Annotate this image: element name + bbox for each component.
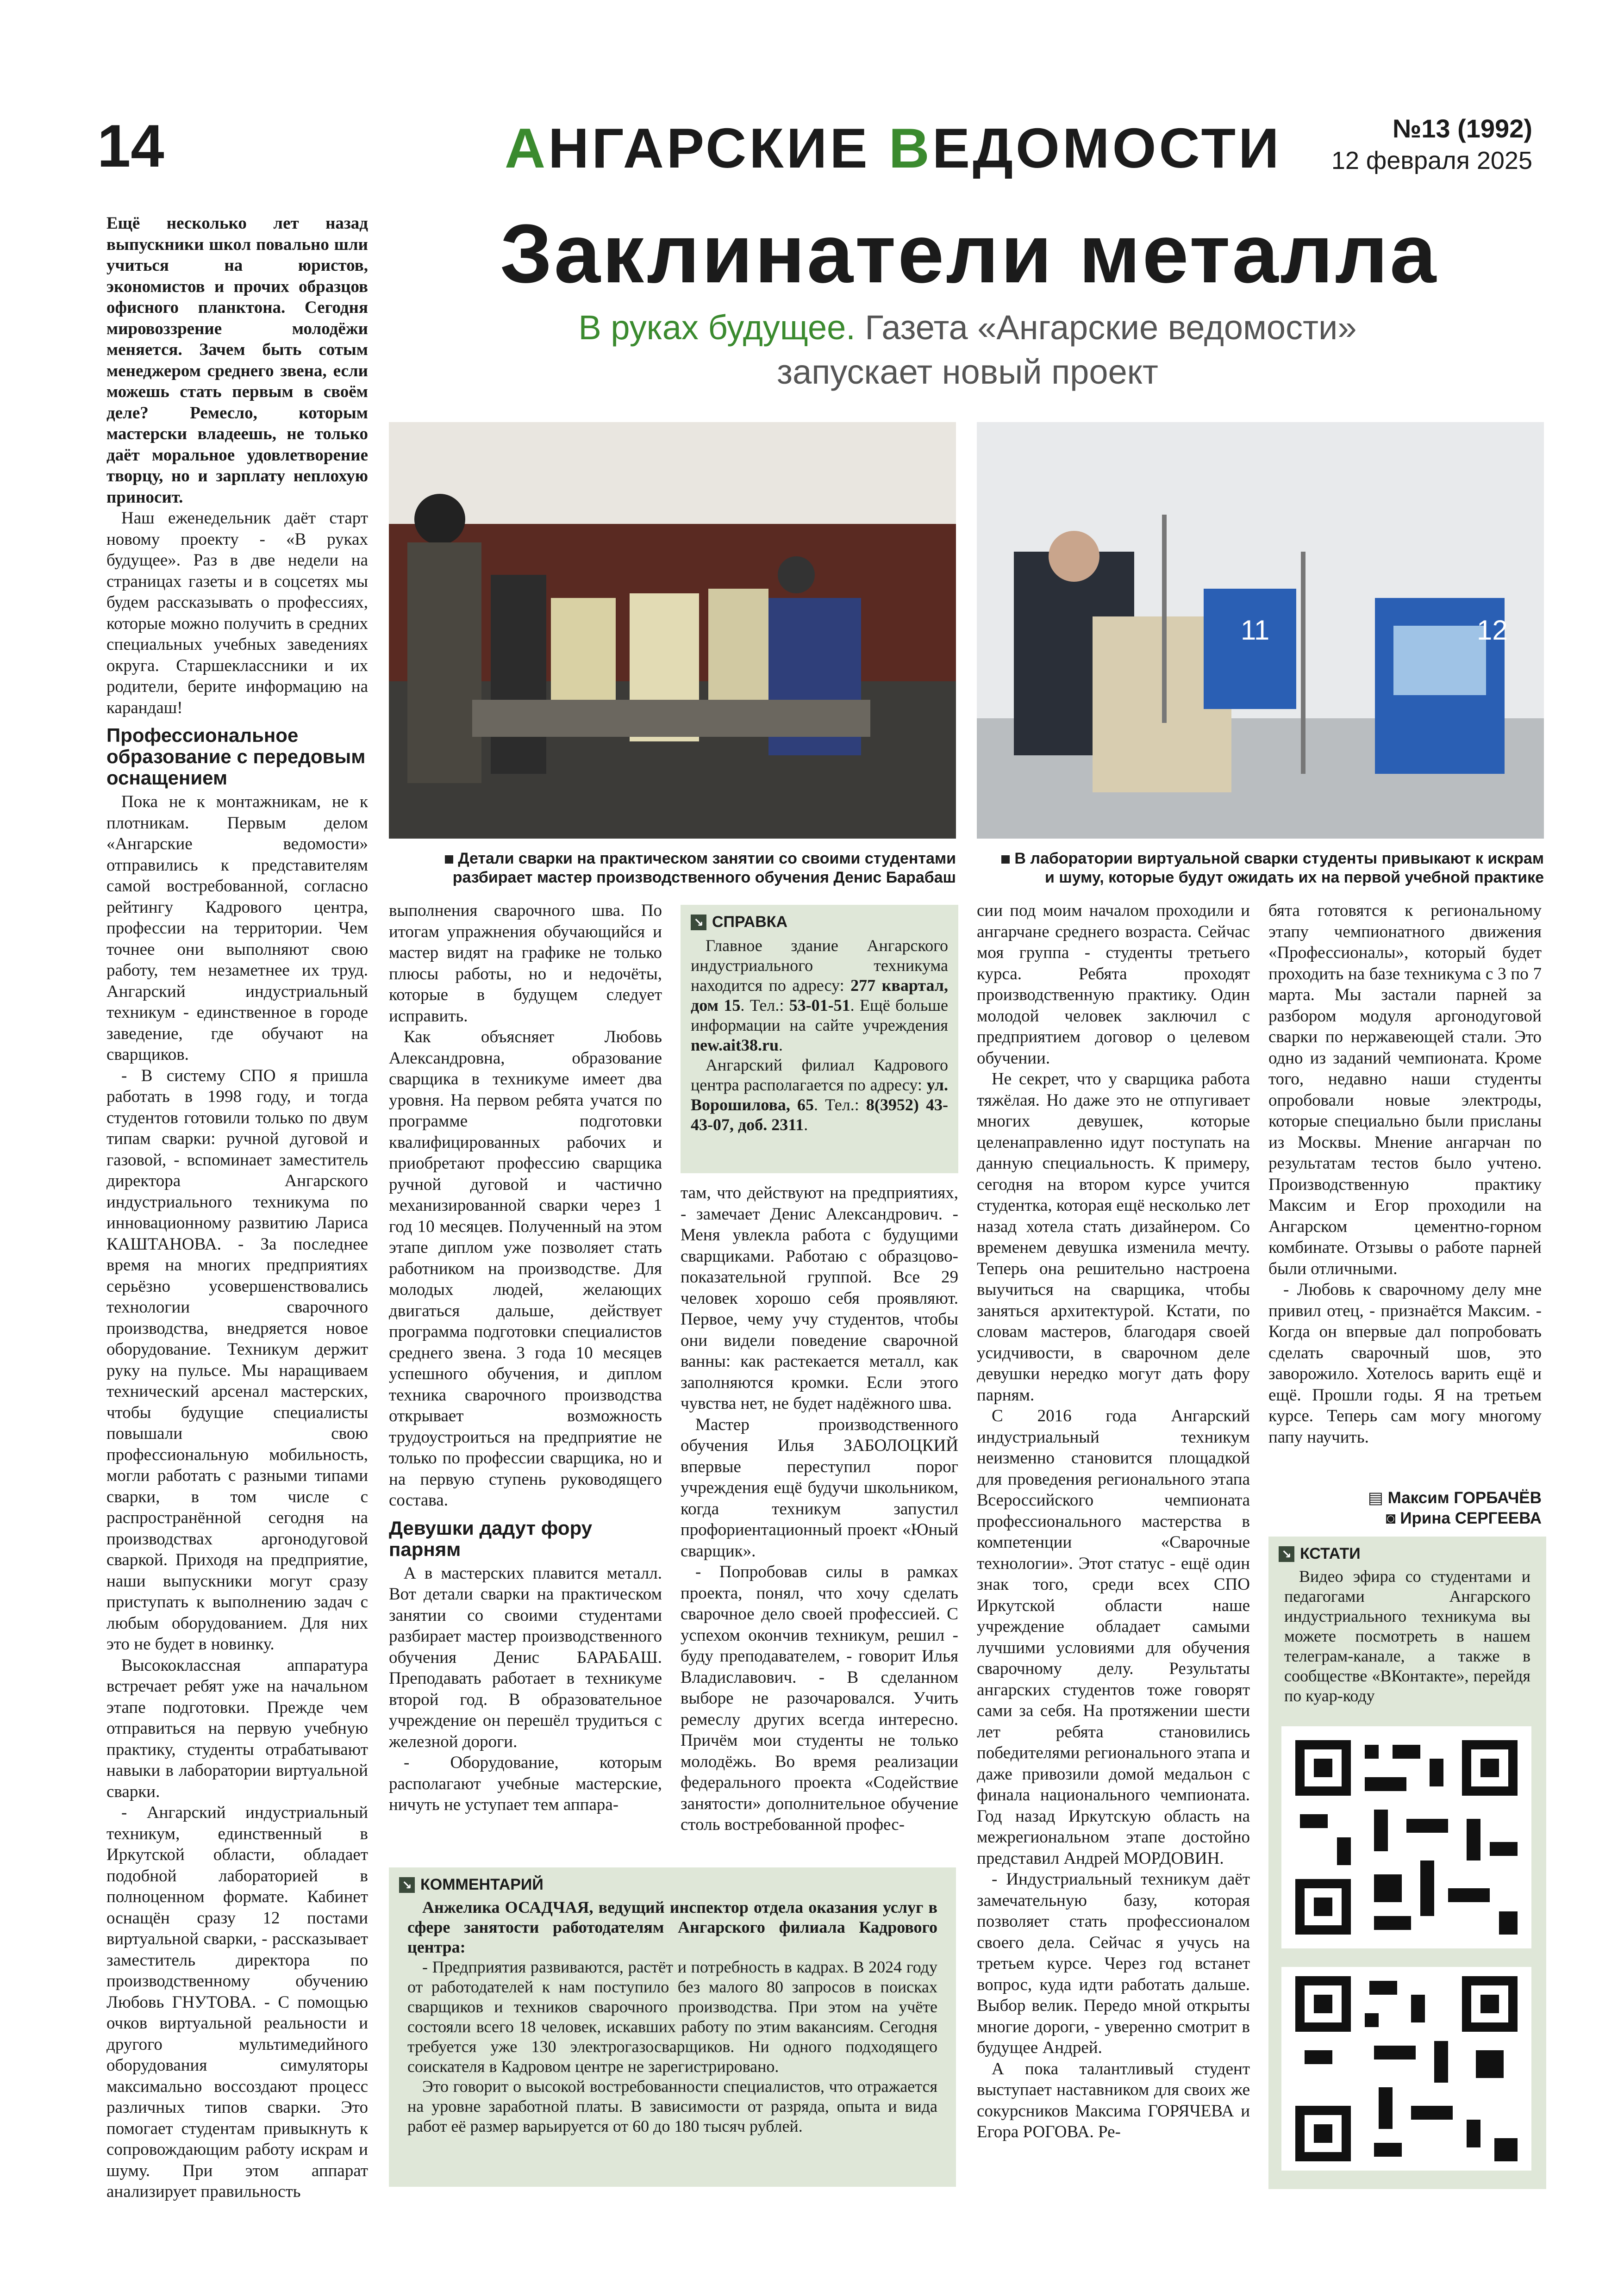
by-the-way-text: Видео эфира со студентами и педагогами Ангарского индустриального техникума вы можете посмотреть в нашем телеграм-канале, а также в сообществе «ВКонтакте», перейдя по куар-коду <box>1284 1567 1530 1705</box>
website: new.ait38.ru <box>691 1036 779 1054</box>
text: . <box>804 1115 808 1134</box>
paragraph: - Ангарский индустриальный техникум, единственный в Иркутской области, обладает подобной лабораторией в полноценном формате. Кабинет оснащён сразу 12 постами виртуальной сварки, - рассказывает заместитель директора по производственному обучению Любовь ГНУТОВА. - С помощью очков виртуальной реальности и другого мультимедийного оборудования симуляторы максимально воссоздают процесс различных типов сварки. Это помогает студентам привыкнуть к сопровождающим работу искрам и шуму. При этом аппарат анализирует правильность <box>106 1803 368 2201</box>
issue-block <box>1324 113 1532 175</box>
paragraph: Пока не к монтажникам, не к плотникам. Первым делом «Ангарские ведомости» отправились к представителям самой востребованной, согласно рейтингу Кадрового центра, профессии на территории. Чем точнее они выполняют свою работу, тем незаметнее их труд. Ангарский индустриальный техникум - единственное в городе заведение, где обучают на сварщиков. <box>106 792 368 1064</box>
caption-line: и шуму, которые будут ожидать их на первой учебной практике <box>1045 869 1544 886</box>
reference-box <box>681 905 958 1173</box>
qr-code-vkontakte[interactable] <box>1281 1967 1531 2171</box>
arrow-icon: ↘ <box>691 915 706 930</box>
issue-number: №13 (1992) <box>1392 114 1532 143</box>
station-label-12: 12 <box>1477 615 1508 646</box>
photo-workshop <box>389 422 956 839</box>
address-branch: ул. Ворошилова, 65 <box>691 1076 948 1114</box>
qr-code-telegram[interactable] <box>1281 1726 1531 1948</box>
caption-line: разбирает мастер производственного обучения Денис Барабаш <box>452 869 956 886</box>
subhead-girls: Девушки дадут фору парням <box>389 1517 593 1560</box>
text: . Ещё больше информации на сайте учреждения <box>691 996 948 1034</box>
arrow-icon: ↘ <box>1279 1546 1294 1562</box>
paragraph: С 2016 года Ангарский индустриальный техникум неизменно становится площадкой для проведения регионального этапа Всероссийского чемпионата профессионального мастерства в компетенции «Сварочные технологии». Этот статус - ещё один знак того, среди всех СПО Иркутской области наше учреждение обладает самыми лучшими условиями для обучения сварочному делу. Результаты ангарских студентов тоже говорят сами за себя. На протяжении шести лет ребята становились победителями регионального этапа и даже привозили домой медальон с финала национального чемпионата. Год назад Иркутскую область на межрегиональном этапе достойно представил Андрей МОРДОВИН. <box>977 1406 1250 1868</box>
paragraph: там, что действуют на предприятиях, - замечает Денис Александрович. - Меня увлекла работа с будущими сварщиками. Работаю с образцово-показательной группой. Все 29 человек хорошо себя проявляют. Первое, чему учу студентов, чтобы они видели поведение сварочной ванны: как растекается металл, как заполняются кромки. Если этого чувства нет, не будет надёжного шва. <box>681 1183 958 1413</box>
column-3 <box>681 1182 958 1836</box>
reference-box-header <box>681 905 958 936</box>
reference-box-label: СПРАВКА <box>712 913 788 931</box>
comment-paragraph: - Предприятия развиваются, растёт и потребность в кадрах. В 2024 году от работодателей к нам поступило без малого 80 запросов в поисках сварщиков и техников сварочного производства. При этом на учёте состояли всего 18 человек, искавших работу по этим вакансиям. Сегодня требуется уже 130 электрогазосварщиков. Ни одного подходящего соискателя в Кадровом центре не зарегистрировано. <box>407 1958 937 2076</box>
paragraph: Не секрет, что у сварщика работа тяжёлая. Но даже это не отпугивает многих девушек, которые целенаправленно идут поступать на данную специальность. К примеру, сегодня на втором курсе учится студентка, которая ещё несколько лет назад хотела стать дизайнером. Со временем девушка изменила мечту. Теперь она решительно настроена выучиться на сварщика, чтобы заняться архитектурой. Кстати, по словам мастеров, благодаря своей усидчивости, в сварочном деле девушки нередко могут дать фору парням. <box>977 1070 1250 1405</box>
caption-line: Детали сварки на практическом занятии со своими студентами <box>458 850 956 867</box>
intro-paragraph: Наш еженедельник даёт старт новому проекту - «В руках будущее». Раз в две недели на страницах газеты и в соцсетях мы будем рассказывать о профессиях, которые можно получить в средних специальных учебных заведениях округа. Старшеклассники и их родители, берите информацию на карандаш! <box>106 509 368 717</box>
paragraph: - В систему СПО я пришла работать в 1998 году, и тогда студентов готовили только по двум типам сварки: ручной дуговой и газовой, - вспоминает заместитель директора Ангарского индустриального техникума по инновационному развитию Лариса КАШТАНОВА. - За последнее время на многих предприятиях серьёзно усовершенствовались технологии сварочного производства, внедряется новое оборудование. Техникум держит руку на пульсе. Мы наращиваем технический арсенал мастерских, чтобы будущие специалисты повышали свою профессиональную мобильность, могли работать с разными типами сварки, в том числе с распространённой сегодня на производствах аргонодуговой сваркой. Приходя на предприятие, наши выпускники могут сразу приступать к выполнению задач с любым оборудованием. Для них это не будет в новинку. <box>106 1066 368 1654</box>
article-subtitle <box>500 305 1435 394</box>
photographer-name: Ирина СЕРГЕЕВА <box>1400 1509 1542 1527</box>
subhead-professional-education: Профессиональное образование с передовым оснащением <box>106 724 366 789</box>
column-5 <box>1268 900 1542 1448</box>
page-number: 14 <box>97 112 164 180</box>
paragraph: сии под моим началом проходили и ангарчане среднего возраста. Сейчас моя группа - студенты третьего курса. Ребята проходят производственную практику. Один молодой человек заключил с предприятием договор о целевом обучении. <box>977 901 1250 1068</box>
reference-box-body <box>681 936 958 1135</box>
author-icon: ▤ <box>1368 1489 1388 1507</box>
caption-bullet <box>445 855 453 864</box>
photo-virtual-lab <box>977 422 1544 839</box>
caption-line: В лаборатории виртуальной сварки студенты привыкают к искрам <box>1014 850 1544 867</box>
paragraph: Как объясняет Любовь Александровна, образование сварщика в техникуме имеет два уровня. На первом ребята учатся по программе подготовки квалифицированных рабочих и приобретают профессию сварщика ручной дуговой и частично механизированной сварки через 1 год 10 месяцев. Полученный на этом этапе диплом уже позволяет стать работником на производстве. Для молодых людей, желающих двигаться дальше, действует программа подготовки специалистов среднего звена. 3 года 10 месяцев успешного обучения, и диплом техника сварочного производства открывает возможность трудоустроиться на предприятие не только по профессии сварщика, но и на первую ступень руководящего состава. <box>389 1027 662 1510</box>
by-the-way-label: КСТАТИ <box>1300 1545 1361 1562</box>
masthead-word-b: ЕДОМОСТИ <box>932 117 1282 180</box>
reference-paragraph <box>691 936 948 1055</box>
text: . Тел.: <box>740 996 789 1014</box>
masthead <box>505 116 1282 180</box>
masthead-initial-b: В <box>888 117 932 180</box>
caption-right-photo <box>977 849 1544 887</box>
comment-paragraph: Это говорит о высокой востребованности специалистов, что отражается на уровне заработной платы. В зависимости от разряда, опыта и вида работ её размер варьируется от 60 до 180 тысяч рублей. <box>407 2077 937 2135</box>
subtitle-lead: В руках будущее. <box>578 308 856 347</box>
paragraph: Высококлассная аппаратура встречает ребят уже на начальном этапе подготовки. Прежде чем отправиться на первую учебную практику, студенты отрабатывают навыки в лаборатории виртуальной сварки. <box>106 1655 368 1801</box>
comment-box-body <box>389 1898 956 2136</box>
author-name: Максим ГОРБАЧЁВ <box>1387 1489 1542 1507</box>
paragraph: Мастер производственного обучения Илья ЗАБОЛОЦКИЙ впервые переступил порог учреждения ещё будучи школьником, когда техникум запустил профориентационный проект «Юный сварщик». <box>681 1415 958 1561</box>
comment-box-header <box>389 1867 956 1898</box>
reference-paragraph <box>691 1055 948 1135</box>
paragraph: А пока талантливый студент выступает наставником для своих же сокурсников Максима ГОРЯЧЕВА и Егора РОГОВА. Ре- <box>977 2059 1250 2141</box>
issue-date: 12 февраля 2025 <box>1331 147 1532 174</box>
caption-left-photo <box>389 849 956 887</box>
column-2 <box>389 900 662 1816</box>
subtitle-rest: Газета «Ангарские ведомости» запускает новый проект <box>777 308 1357 391</box>
address-main: 277 квартал, дом 15 <box>691 976 948 1014</box>
comment-box-label: КОММЕНТАРИЙ <box>420 1876 543 1893</box>
masthead-initial-a: А <box>505 117 549 180</box>
text: Ангарский филиал Кадрового центра располагается по адресу: <box>691 1056 948 1094</box>
paragraph: А в мастерских плавится металл. Вот детали сварки на практическом занятии со своими студентами разбирает мастер производственного обучения Денис БАРАБАШ. Преподавать работает в техникуме второй год. В образовательное учреждение он перешёл трудиться с железной дороги. <box>389 1563 662 1751</box>
paragraph: - Попробовав силы в рамках проекта, понял, что хочу сделать сварочное дело своей профессией. С успехом окончив техникум, решил - буду преподавателем, - говорит Илья Владиславович. - В сделанном выборе не разочаровался. Учить ремеслу других всегда интересно. Причём мои студенты не только молодёжь. Во время реализации федерального проекта «Содействие занятости» дополнительное обучение столь востребованной профес- <box>681 1562 958 1834</box>
caption-bullet <box>1001 855 1010 864</box>
paragraph: бята готовятся к региональному этапу чемпионатного движения «Профессионалы», который будет проходить на базе техникума с 3 по 7 марта. Мы застали парней за разбором модуля аргонодуговой сварки по нержавеющей стали. Это одно из заданий чемпионата. Кроме того, недавно наши студенты опробовали новые электроды, которые специально были присланы из Москвы. Мнение ангарчан по результатам тестов было учтено. Производственную практику Максим и Егор проходили на Ангарском цементно-горном комбинате. Отзывы о работе парней были отличными. <box>1268 901 1542 1278</box>
by-the-way-box <box>1268 1537 1546 2189</box>
text: Главное здание Ангарского индустриального техникума находится по адресу: <box>691 936 948 995</box>
arrow-icon: ↘ <box>399 1877 415 1893</box>
comment-speaker: Анжелика ОСАДЧАЯ, ведущий инспектор отдела оказания услуг в сфере занятости работодателям Ангарского филиала Кадрового центра: <box>407 1898 937 1956</box>
station-label-11: 11 <box>1241 615 1270 646</box>
paragraph: - Оборудование, которым располагают учебные мастерские, ничуть не уступает тем аппара- <box>389 1753 662 1814</box>
column-4 <box>977 900 1250 2143</box>
credits <box>1268 1488 1542 1529</box>
text: . <box>779 1036 783 1054</box>
paragraph: - Индустриальный техникум даёт замечательную базу, которая позволяет стать профессионалом своего дела. Сейчас я учусь на третьем курсе. Через год встанет вопрос, куда идти работать дальше. Выбор велик. Передо мной открыты многие дороги, - уверенно смотрит в будущее Андрей. <box>977 1870 1250 2057</box>
phone-branch: 8(3952) 43-43-07, доб. 2311 <box>691 1095 948 1134</box>
phone-main: 53-01-51 <box>789 996 850 1014</box>
paragraph: выполнения сварочного шва. По итогам упражнения обучающийся и мастер видят на графике не только плюсы работы, но и недочёты, которые в будущем следует исправить. <box>389 901 662 1026</box>
masthead-word-a: НГАРСКИЕ <box>548 117 889 180</box>
by-the-way-header <box>1268 1537 1546 1567</box>
text: . Тел.: <box>814 1095 866 1114</box>
comment-box <box>389 1867 956 2187</box>
article-title: Заклинатели металла <box>500 207 1438 300</box>
by-the-way-body <box>1268 1567 1546 1706</box>
camera-icon: ◙ <box>1386 1509 1400 1527</box>
paragraph: - Любовь к сварочному делу мне привил отец, - признаётся Максим. - Когда он впервые дал попробовать сделать сварочный шов, это заворожило. Хотелось варить ещё и ещё. Прошли годы. Я на третьем курсе. Теперь сам могу многому папу научить. <box>1268 1280 1542 1447</box>
column-1 <box>106 213 368 2203</box>
lede-paragraph: Ещё несколько лет назад выпускники школ повально шли учиться на юристов, экономистов и прочих образцов офисного планктона. Сегодня мировоззрение молодёжи меняется. Зачем быть сотым менеджером среднего звена, если можешь стать первым в своём деле? Ремесло, которым мастерски владеешь, не только даёт моральное удовлетворение творцу, но и зарплату неплохую приносит. <box>106 214 368 507</box>
